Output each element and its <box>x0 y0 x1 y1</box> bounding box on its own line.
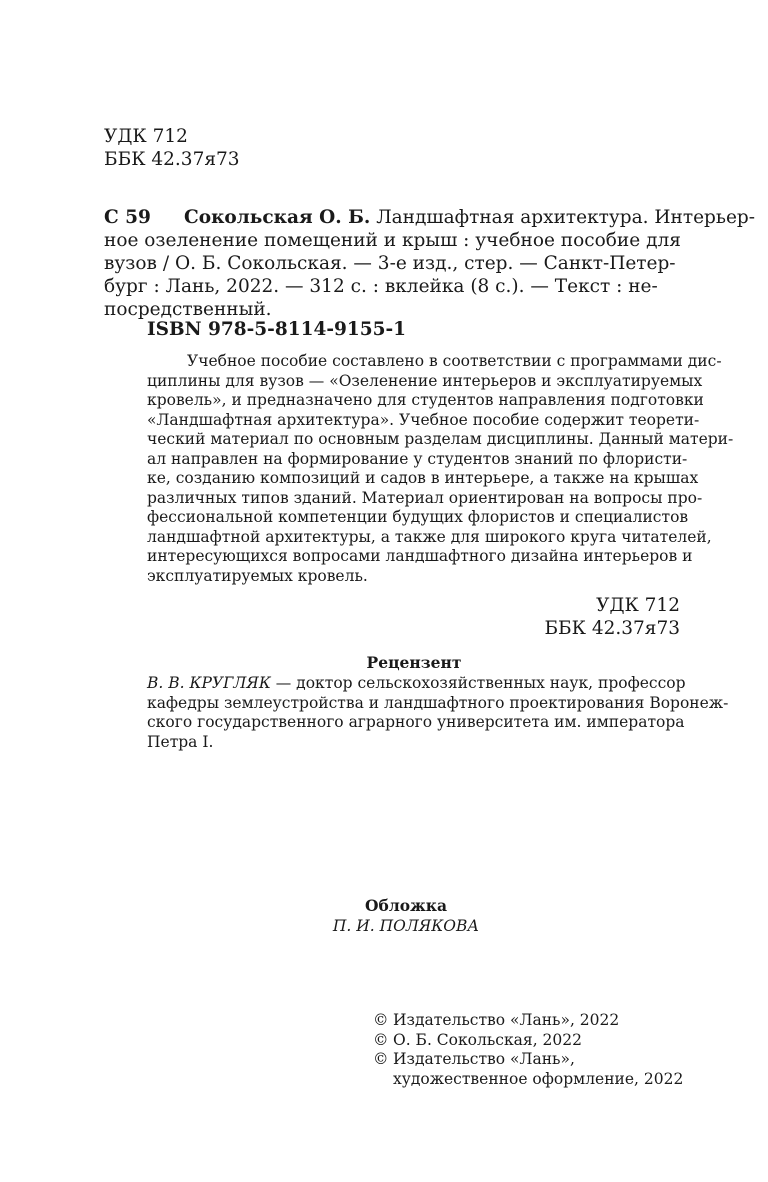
author-sign: С 59 <box>104 207 151 228</box>
entry-line: ное озеленение помещений и крыш : учебное пособие для <box>104 230 681 251</box>
annotation-line: циплины для вузов — «Озеленение интерьеров и эксплуатируемых <box>147 371 703 390</box>
copyright-block <box>373 1011 703 1089</box>
entry-title: Ландшафтная архитектура. Интерьер- <box>376 207 755 228</box>
annotation-line: интересующихся вопросами ландшафтного дизайна интерьеров и <box>147 547 693 565</box>
entry-line: вузов / О. Б. Сокольская. — 3-е изд., стер. — Санкт-Петер- <box>104 253 676 274</box>
reviewer-line: кафедры землеустройства и ландшафтного проектирования Воронеж- <box>147 693 729 712</box>
entry-author: Сокольская О. Б. <box>184 207 371 228</box>
annotation <box>147 352 734 586</box>
copyright-line: художественное оформление, 2022 <box>393 1069 684 1088</box>
bbk-code: ББК 42.37я73 <box>104 149 240 170</box>
copyright-icon: © <box>373 1050 389 1068</box>
cover-designer: П. И. ПОЛЯКОВА <box>332 917 480 935</box>
reviewer-line: Петра I. <box>147 732 214 751</box>
copyright-icon: © <box>373 1011 389 1029</box>
copyright-icon: © <box>373 1030 389 1049</box>
copyright-line: Издательство «Лань», <box>393 1050 575 1068</box>
isbn: ISBN 978-5-8114-9155-1 <box>147 319 407 340</box>
copyright-line: О. Б. Сокольская, 2022 <box>393 1030 582 1049</box>
classification-codes-top <box>104 125 240 171</box>
entry-line: бург : Лань, 2022. — 312 с. : вклейка (8 с.). — Текст : не- <box>104 276 658 297</box>
cover-heading: Обложка <box>365 896 447 915</box>
annotation-line: эксплуатируемых кровель. <box>147 566 368 585</box>
reviewer-heading: Рецензент <box>366 653 462 672</box>
annotation-line: различных типов зданий. Материал ориентирован на вопросы про- <box>147 488 703 507</box>
bibliographic-entry-continuation <box>104 229 680 321</box>
annotation-line: ке, созданию композиций и садов в интерьере, а также на крышах <box>147 469 699 487</box>
annotation-line: ландшафтной архитектуры, а также для широкого круга читателей, <box>147 527 712 546</box>
copyright-line: Издательство «Лань», 2022 <box>393 1011 620 1029</box>
reviewer-line: — доктор сельскохозяйственных наук, профессор <box>270 674 686 692</box>
annotation-line: ческий материал по основным разделам дисциплины. Данный матери- <box>147 430 734 448</box>
classification-codes-bottom <box>544 594 680 640</box>
bbk-code: ББК 42.37я73 <box>544 618 680 639</box>
udk-code: УДК 712 <box>104 126 188 147</box>
reviewer-line: ского государственного аграрного университета им. императора <box>147 713 685 731</box>
annotation-line: фессиональной компетенции будущих флористов и специалистов <box>147 508 689 526</box>
annotation-line: «Ландшафтная архитектура». Учебное пособие содержит теорети- <box>147 410 700 429</box>
bibliographic-entry <box>184 206 755 229</box>
annotation-line: ал направлен на формирование у студентов знаний по флористи- <box>147 449 688 468</box>
annotation-line: Учебное пособие составлено в соответствии с программами дис- <box>187 352 722 370</box>
reviewer-name: В. В. КРУГЛЯК <box>147 674 271 692</box>
entry-line: посредственный. <box>104 299 272 320</box>
annotation-line: кровель», и предназначено для студентов направления подготовки <box>147 391 704 409</box>
reviewer-block <box>147 674 729 752</box>
udk-code: УДК 712 <box>596 595 680 616</box>
